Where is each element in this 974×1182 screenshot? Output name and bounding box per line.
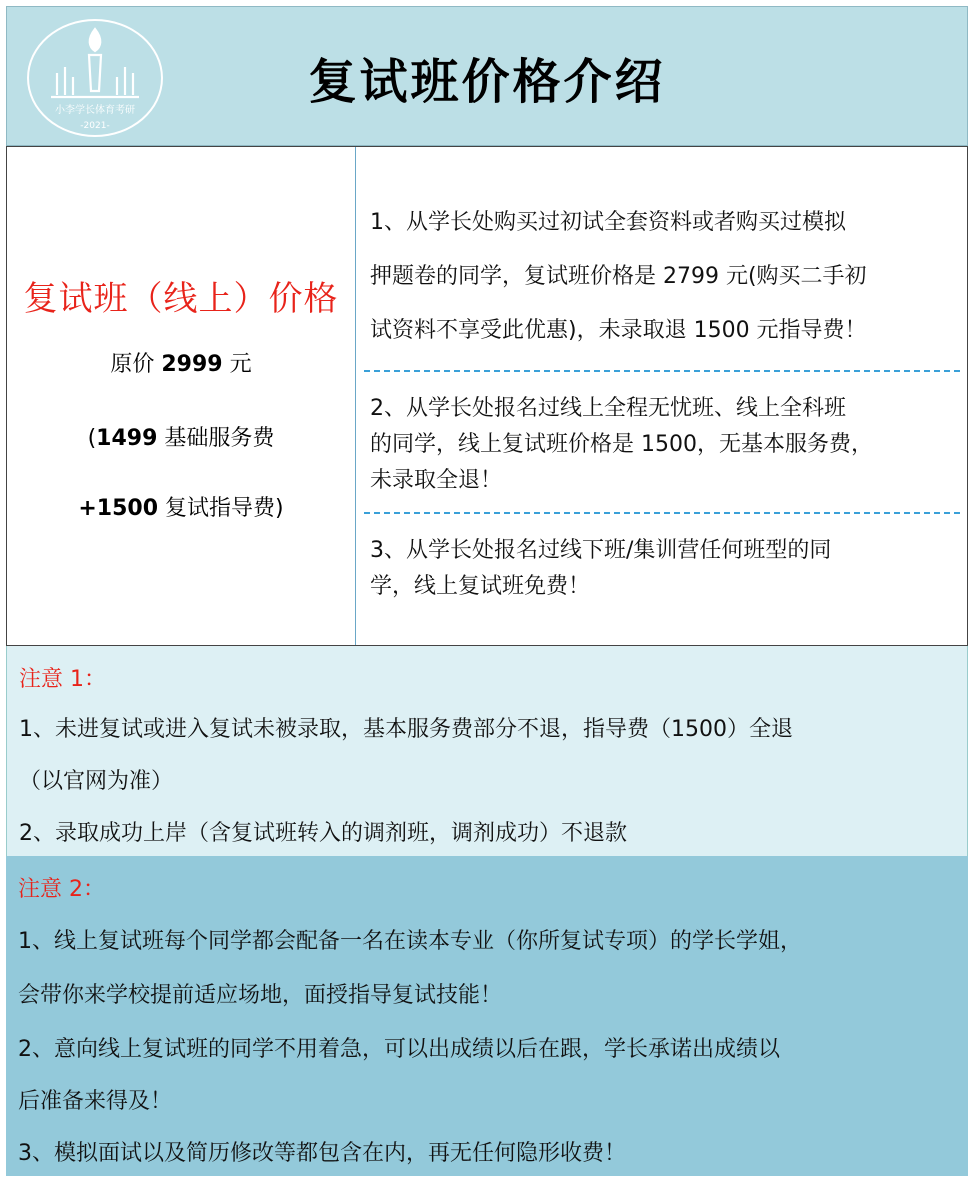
- discount-rule-1: 1、从学长处购买过初试全套资料或者购买过模拟 押题卷的同学，复试班价格是 2799 元(购买二手初 试资料不享受此优惠)，未录取退 1500 元指导费！: [370, 210, 867, 343]
- discount-rule-2: 2、从学长处报名过线上全程无忧班、线上全科班 的同学，线上复试班价格是 1500，无基本服务费， 未录取全退！: [370, 396, 873, 493]
- note-1-line: （以官网为准）: [19, 769, 174, 794]
- note-2-line: 3、模拟面试以及简历修改等都包含在内，再无任何隐形收费！: [18, 1141, 626, 1166]
- logo-year: -2021-: [80, 121, 110, 131]
- note-1-heading: 注意 1：: [19, 667, 106, 692]
- discount-rules-cell: [356, 147, 967, 645]
- note-1-line: 2、录取成功上岸（含复试班转入的调剂班，调剂成功）不退款: [19, 821, 627, 846]
- note-1-section: [6, 646, 968, 856]
- note-2-section: [6, 856, 968, 1176]
- page-title: 复试班价格介绍: [308, 54, 666, 110]
- note-2-line: 1、线上复试班每个同学都会配备一名在读本专业（你所复试专项）的学长学姐，: [18, 929, 802, 954]
- price-title: 复试班（线上）价格: [23, 279, 339, 319]
- header-banner: [6, 6, 968, 146]
- price-table: [6, 146, 968, 646]
- note-1-line: 1、未进复试或进入复试未被录取，基本服务费部分不退，指导费（1500）全退: [19, 717, 793, 742]
- note-2-line: 2、意向线上复试班的同学不用着急，可以出成绩以后在跟，学长承诺出成绩以: [18, 1037, 780, 1062]
- base-fee: (1499 基础服务费: [87, 426, 275, 451]
- note-2-line: 会带你来学校提前适应场地，面授指导复试技能！: [18, 983, 503, 1008]
- original-price-amount: 2999: [161, 352, 223, 377]
- note-2-line: 后准备来得及！: [18, 1089, 173, 1114]
- original-price: 原价 2999 元: [110, 352, 252, 377]
- price-summary-cell: [7, 147, 356, 645]
- discount-rule-3: 3、从学长处报名过线下班/集训营任何班型的同 学，线上复试班免费！: [370, 538, 832, 599]
- note-2-heading: 注意 2：: [18, 877, 105, 902]
- dashed-divider: [364, 370, 960, 372]
- logo-text: 小李学长体育考研: [55, 105, 135, 116]
- guide-fee: +1500 复试指导费): [78, 496, 284, 521]
- dashed-divider: [364, 512, 960, 514]
